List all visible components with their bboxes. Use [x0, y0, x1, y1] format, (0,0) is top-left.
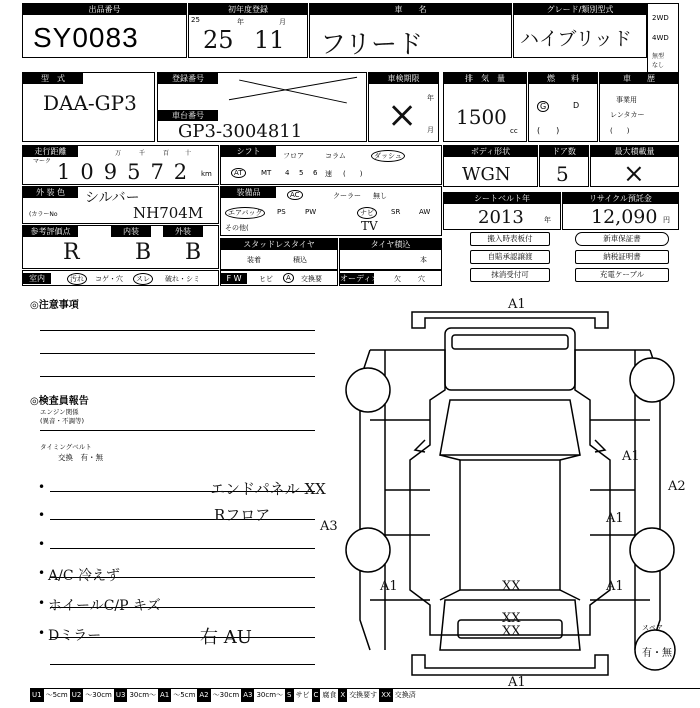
doc-charge-cable: 充電ケーブル — [575, 268, 669, 282]
displacement-value: 1500 — [456, 105, 507, 129]
legend-s-desc: サビ — [295, 691, 310, 699]
seatbelt-value: 2013 — [478, 207, 524, 228]
fw-crack: ヒビ — [259, 275, 273, 283]
equip-cooler: クーラー — [333, 192, 361, 200]
drive-none: 無型 なし — [652, 53, 665, 69]
shift-label: シフト — [221, 146, 276, 157]
model-name-value: フリード — [320, 30, 423, 60]
equip-none: 無し — [373, 192, 387, 200]
interior-dirt: 汚れ — [67, 273, 87, 285]
history-box — [599, 72, 679, 142]
report-item-4: A/C 冷えず — [48, 568, 120, 584]
equip-navi: ナビ — [357, 207, 377, 219]
first-reg-year-unit: 年 — [237, 18, 244, 26]
equipment-box — [220, 186, 442, 236]
audio-row — [339, 270, 442, 286]
shift-gear-5: 5 — [299, 169, 304, 177]
seatbelt-box — [443, 192, 561, 230]
capacity-label: 最大積載量 — [591, 146, 678, 157]
shift-gear-6: 6 — [313, 169, 318, 177]
score-value: R — [63, 240, 80, 265]
studless-mounted: 装着 — [247, 256, 261, 264]
history-other: ( ) — [610, 127, 630, 135]
legend-xx: XX — [379, 689, 393, 702]
shift-mt: MT — [261, 169, 272, 177]
score-label: 参考評価点 — [23, 226, 78, 237]
audio-row-label: オーディオ — [340, 274, 380, 283]
report-item-1: エンドパネル XX — [210, 480, 326, 498]
inspection-box — [368, 72, 439, 142]
equip-airbag: エアバッグ — [225, 207, 265, 219]
drive-4wd: 4WD — [652, 34, 669, 42]
shift-gear-4: 4 — [285, 169, 290, 177]
doc-insurance: 自賠承認譲渡 — [470, 250, 550, 264]
lot-label: 出品番号 — [23, 4, 186, 15]
legend-x-desc: 交換要す — [349, 691, 378, 699]
exterior-label: 外装 — [163, 226, 203, 237]
legend-xx-desc: 交換済 — [394, 691, 416, 699]
katashiki-label: 型 式 — [23, 73, 83, 84]
mileage-unit-sen: 千 — [139, 150, 146, 157]
fw-row — [220, 270, 338, 286]
shift-dash: ダッシュ — [371, 150, 405, 162]
mileage-value: 109572 — [57, 160, 198, 184]
recycle-label: リサイクル預託金 — [563, 193, 678, 204]
interior-value: B — [135, 240, 152, 265]
lot-number: SY0083 — [33, 22, 139, 53]
inspection-cross: × — [387, 95, 418, 136]
mark-right-edge: A2 — [668, 479, 686, 494]
studless-loaded: 積込 — [293, 256, 307, 264]
legend-c: C — [312, 689, 321, 702]
wheel-rl — [346, 528, 390, 572]
drive-box — [647, 3, 679, 73]
audio-hole: 穴 — [418, 275, 425, 283]
recycle-unit: 円 — [663, 216, 670, 224]
displacement-unit: cc — [510, 127, 518, 135]
studless-label: スタッドレスタイヤ — [221, 239, 337, 250]
fuel-label: 燃 料 — [529, 73, 597, 84]
report-mirror-note: 右 AU — [200, 627, 252, 648]
timing-option: 交換 有・無 — [58, 453, 103, 462]
report-item-2: Rフロア — [214, 506, 271, 524]
legend-a1-desc: ～5cm — [173, 691, 196, 699]
interior-row-label: 室内 — [23, 273, 51, 284]
fw-row-label: F W — [221, 273, 247, 284]
doors-box — [539, 145, 589, 187]
mark-right-front: A1 — [622, 449, 640, 464]
body-box — [443, 145, 538, 187]
katashiki-value: DAA-GP3 — [43, 91, 137, 115]
color-box — [22, 186, 219, 224]
displacement-label: 排 気 量 — [444, 73, 526, 84]
mileage-label: 走行距離 — [23, 146, 78, 157]
inspection-year: 年 — [427, 94, 434, 102]
chassis-label: 車台番号 — [158, 110, 218, 121]
shift-column: コラム — [325, 152, 346, 160]
inspection-month: 月 — [427, 126, 434, 134]
fw-a: A — [283, 273, 294, 283]
legend-x: X — [338, 689, 347, 702]
wheel-rr — [630, 528, 674, 572]
mileage-unit-man: 万 — [115, 150, 122, 157]
mark-rear-xx-2: XX — [502, 611, 521, 626]
mileage-unit-hyaku: 百 — [163, 150, 170, 157]
doc-warranty: 新車保証書 — [575, 232, 669, 246]
recycle-value: 12,090 — [591, 206, 658, 228]
exterior-value: B — [185, 240, 202, 265]
first-reg-box — [188, 3, 308, 58]
interior-scuff: スレ — [133, 273, 153, 285]
color-no-label: (カラーNo — [29, 211, 58, 218]
engine-label: エンジン関係 (異音・不調等) — [40, 408, 85, 425]
reg-box — [157, 72, 367, 142]
legend-u3: U3 — [114, 689, 128, 702]
equip-ps: PS — [277, 208, 286, 216]
doors-label: ドア数 — [540, 146, 588, 157]
first-reg-month-unit: 月 — [279, 18, 286, 26]
legend-a2-desc: ～30cm — [212, 691, 240, 699]
grade-value: ハイブリッド — [520, 28, 632, 50]
color-value: シルバー — [85, 190, 140, 206]
color-no: NH704M — [133, 204, 204, 222]
mark-front: A1 — [508, 297, 526, 312]
mark-left-rear: A1 — [380, 579, 398, 594]
model-name-box — [309, 3, 512, 58]
fw-replace: 交換要 — [301, 275, 322, 283]
spare-value: 有・無 — [642, 648, 672, 659]
car-diagram — [320, 290, 700, 690]
legend-u1: U1 — [30, 689, 44, 702]
history-label: 車 歴 — [600, 73, 678, 84]
shift-speed: 速 — [325, 170, 332, 178]
legend-a2: A2 — [197, 689, 210, 702]
equip-other-label: その他( — [225, 224, 249, 232]
capacity-box — [590, 145, 679, 187]
shift-box — [220, 145, 442, 185]
spare-label: スペア — [642, 624, 663, 632]
report-bullet-1: • — [38, 480, 46, 494]
history-rental: レンタカー — [610, 111, 645, 119]
legend-strip — [30, 688, 700, 701]
body-label: ボディ形状 — [444, 146, 537, 157]
equip-other-value: TV — [361, 219, 378, 233]
reg-number-label: 登録番号 — [158, 73, 218, 84]
studless-box — [220, 238, 338, 270]
report-bullet-5: • — [38, 596, 46, 610]
first-reg-label: 初年度登録 — [189, 4, 307, 15]
score-box — [22, 225, 219, 269]
wheel-fl — [346, 368, 390, 412]
mileage-box — [22, 145, 219, 185]
mark-right-mid: A1 — [606, 511, 624, 526]
first-reg-year: 25 — [203, 26, 234, 54]
inspector-label: ◎検査員報告 — [30, 396, 89, 407]
legend-u3-desc: 30cm～ — [129, 691, 157, 699]
wheel-fr — [630, 358, 674, 402]
drive-2wd: 2WD — [652, 14, 669, 22]
doc-tax-cert: 納税証明書 — [575, 250, 669, 264]
body-value: WGN — [462, 164, 511, 185]
seatbelt-label: シートベルト年 — [444, 193, 560, 204]
legend-c-desc: 腐食 — [322, 691, 337, 699]
mark-rear-xx-1: XX — [502, 579, 521, 594]
legend-u2: U2 — [70, 689, 84, 702]
equip-sr: SR — [391, 208, 401, 216]
katashiki-box — [22, 72, 155, 142]
legend-a3: A3 — [241, 689, 254, 702]
legend-s: S — [285, 689, 293, 702]
report-bullet-6: • — [38, 626, 46, 640]
mileage-unit: km — [201, 170, 212, 178]
doc-transport-plate: 搬入時表板付 — [470, 232, 550, 246]
grade-label: グレード/類別型式 — [514, 4, 646, 15]
fuel-other: ( ) — [537, 126, 560, 135]
fuel-box — [528, 72, 598, 142]
report-item-6: Dミラー — [48, 628, 102, 644]
mark-rear: A1 — [508, 675, 526, 690]
seatbelt-unit: 年 — [544, 216, 551, 224]
recycle-box — [562, 192, 679, 230]
lot-box — [22, 3, 187, 58]
equip-aw: AW — [419, 208, 431, 216]
legend-u1-desc: ～5cm — [45, 691, 68, 699]
interior-tear: 破れ・シミ — [165, 275, 200, 283]
legend-a1: A1 — [158, 689, 171, 702]
mark-left-a3: A3 — [320, 519, 338, 534]
tire-load-unit: 本 — [420, 256, 427, 264]
doc-cancel: 抹消受付可 — [470, 268, 550, 282]
interior-row — [22, 270, 219, 286]
shift-other: ( ) — [343, 170, 363, 178]
shift-at: AT — [231, 168, 246, 178]
shift-floor: フロア — [283, 152, 304, 160]
grade-box — [513, 3, 647, 58]
first-reg-era: 25 — [191, 16, 200, 24]
inspection-label: 車検期限 — [369, 73, 438, 84]
legend-a3-desc: 30cm～ — [256, 691, 284, 699]
mark-right-rear: A1 — [606, 579, 624, 594]
report-bullet-4: • — [38, 566, 46, 580]
interior-burn: コゲ・穴 — [95, 275, 123, 283]
equip-pw: PW — [305, 208, 317, 216]
mark-rear-xx-3: XX — [502, 624, 521, 639]
mileage-mark: マーク — [33, 158, 52, 165]
tire-load-box — [339, 238, 442, 270]
legend-u2-desc: ～30cm — [85, 691, 112, 699]
capacity-value: × — [623, 159, 645, 189]
doors-value: 5 — [556, 162, 569, 186]
chassis-value: GP3-3004811 — [178, 121, 303, 142]
equip-ac: AC — [287, 190, 303, 200]
timing-label: タイミングベルト — [40, 443, 92, 451]
fuel-gasoline: G — [537, 101, 549, 112]
displacement-box — [443, 72, 527, 142]
report-bullet-3: • — [38, 537, 46, 551]
color-label: 外 装 色 — [23, 187, 78, 198]
interior-label: 内装 — [111, 226, 151, 237]
first-reg-month: 11 — [254, 26, 285, 54]
history-business: 事業用 — [616, 96, 637, 104]
tire-load-label: タイヤ積込 — [340, 239, 441, 250]
equipment-label: 装備品 — [221, 187, 276, 198]
fuel-diesel: D — [573, 101, 580, 110]
model-name-label: 車 名 — [310, 4, 511, 15]
audio-missing: 欠 — [394, 275, 401, 283]
mileage-unit-juu: 十 — [185, 150, 192, 157]
report-bullet-2: • — [38, 508, 46, 522]
notes-label: ◎注意事項 — [30, 300, 79, 311]
report-item-5: ホイールC/P キズ — [48, 598, 161, 614]
